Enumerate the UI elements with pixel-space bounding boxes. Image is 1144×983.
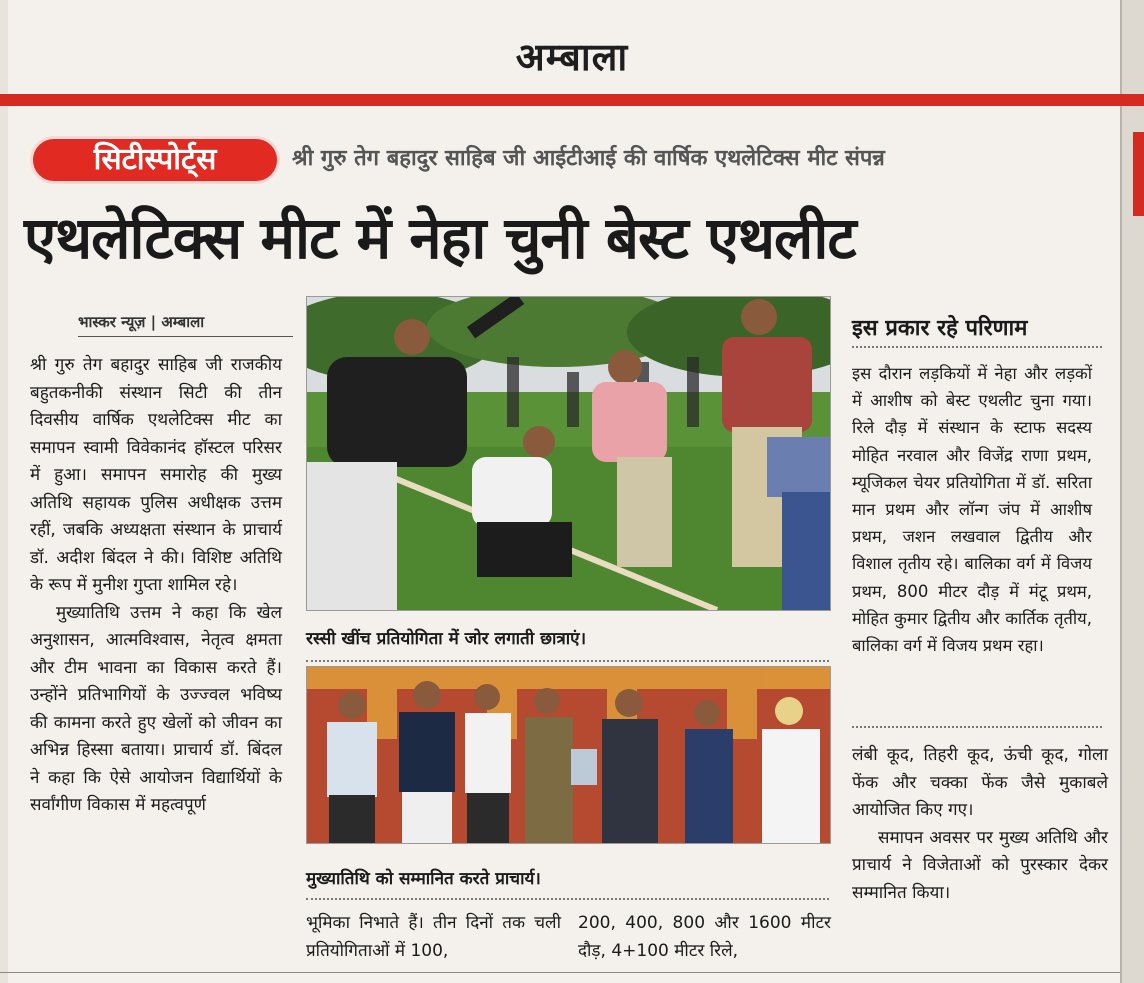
caption-divider-2 xyxy=(306,898,829,900)
right-paragraph-2: समापन अवसर पर मुख्य अतिथि और प्राचार्य ने विजेताओं को पुरस्कार देकर सम्मानित किया। xyxy=(852,827,1108,903)
results-heading: इस प्रकार रहे परिणाम xyxy=(852,316,1028,341)
section-red-rule xyxy=(0,94,1144,106)
middle-column-b xyxy=(578,910,831,965)
left-paragraph-2: मुख्यातिथि उत्तम ने कहा कि खेल अनुशासन, आत्मविश्वास, नेतृत्व क्षमता और टीम भावना का विकास करते हैं। उन्होंने प्रतिभागियों के उज्ज्वल भविष्य की कामना करते हुए खेलों को जीवन का अभिन्न हिस्सा बताया। प्राचार्य डॉ. बिंदल ने कहा कि ऐसे आयोजन विद्यार्थियों के सर्वांगीण विकास में महत्वपूर्ण xyxy=(30,602,282,815)
right-column xyxy=(852,742,1108,907)
section-title: अम्बाला xyxy=(515,35,629,79)
left-paragraph-1: श्री गुरु तेग बहादुर साहिब जी राजकीय बहुतकनीकी संस्थान सिटी की तीन दिवसीय वार्षिक एथलेटिक्स मीट का समापन स्वामी विवेकानंद हॉस्टल परिसर में हुआ। समापन समारोह की मुख्य अतिथि सहायक पुलिस अधीक्षक उत्तम रहीं, जबकि अध्यक्षता संस्थान के प्राचार्य डॉ. अदीश बिंदल ने की। विशिष्ट अतिथि के रूप में मुनीश गुप्ता शामिल रहे। xyxy=(30,355,282,595)
right-paragraph-1: लंबी कूद, तिहरी कूद, ऊंची कूद, गोला फेंक और चक्का फेंक जैसे मुकाबले आयोजित किए गए। xyxy=(852,745,1108,820)
results-column xyxy=(852,360,1092,659)
page-bottom-rule xyxy=(0,972,1120,973)
middle-paragraph-b: 200, 400, 800 और 1600 मीटर दौड़, 4+100 मीटर रिले, xyxy=(578,913,831,961)
photo2-caption: मुख्यातिथि को सम्मानित करते प्राचार्य। xyxy=(306,869,541,889)
results-heading-rule xyxy=(852,346,1102,348)
middle-paragraph-a: भूमिका निभाते हैं। तीन दिनों तक चली प्रतियोगिताओं में 100, xyxy=(306,913,561,961)
kicker-badge: सिटीस्पोर्ट्स xyxy=(30,136,280,184)
felicitation-photo xyxy=(306,666,831,844)
headline: एथलेटिक्स मीट में नेहा चुनी बेस्ट एथलीट xyxy=(24,204,856,272)
page-edge-left xyxy=(0,0,8,983)
tug-of-war-photo xyxy=(306,296,831,611)
results-divider xyxy=(852,726,1102,728)
caption-divider-1 xyxy=(306,660,829,662)
photo1-caption: रस्सी खींच प्रतियोगिता में जोर लगाती छात्राएं। xyxy=(306,629,587,649)
byline: भास्कर न्यूज़ | अम्बाला xyxy=(78,312,293,337)
adjacent-article-red-bar xyxy=(1133,132,1144,216)
middle-column-a xyxy=(306,910,561,965)
results-text: इस दौरान लड़कियों में नेहा और लड़कों में आशीष को बेस्ट एथलीट चुना गया। रिले दौड़ में संस्थान के स्टाफ सदस्य मोहित नरवाल और विजेंद्र राणा प्रथम, म्यूजिकल चेयर प्रतियोगिता में डॉ. सरिता मान प्रथम और लॉन्ग जंप में आशीष प्रथम, जशन लखवाल द्वितीय और विशाल तृतीय रहे। बालिका वर्ग में विजय प्रथम, 800 मीटर दौड़ में मंटू प्रथम, मोहित कुमार द्वितीय और कार्तिक तृतीय, बालिका वर्ग में विजय प्रथम रहा। xyxy=(852,364,1092,656)
left-column xyxy=(30,352,282,820)
kicker-text: श्री गुरु तेग बहादुर साहिब जी आईटीआई की वार्षिक एथलेटिक्स मीट संपन्न xyxy=(292,146,885,171)
